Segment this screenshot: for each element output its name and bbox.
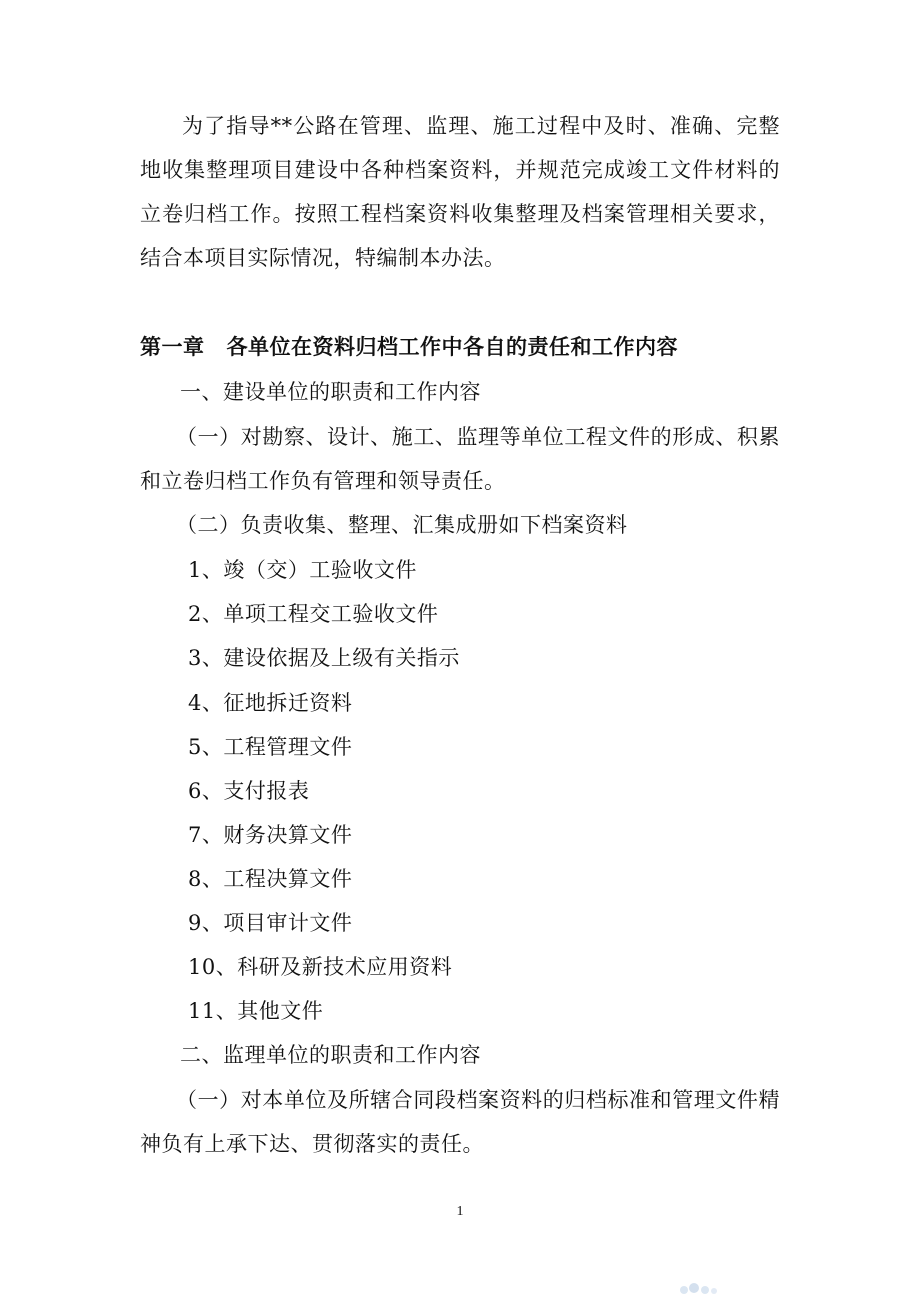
chapter-title: 各单位在资料归档工作中各自的责任和工作内容 bbox=[226, 335, 678, 359]
watermark-icon bbox=[674, 1282, 724, 1296]
list-item: 7、财务决算文件 bbox=[188, 823, 353, 847]
section1-item1: （一）对勘察、设计、施工、监理等单位工程文件的形成、积累和立卷归档工作负有管理和领导责任。 bbox=[140, 425, 780, 493]
list-item: 1、竣（交）工验收文件 bbox=[188, 558, 417, 582]
list-item: 3、建设依据及上级有关指示 bbox=[188, 646, 460, 670]
chapter-number: 第一章 bbox=[140, 335, 205, 359]
section1-item2: （二）负责收集、整理、汇集成册如下档案资料 bbox=[176, 513, 628, 537]
section2-heading: 二、监理单位的职责和工作内容 bbox=[180, 1043, 481, 1067]
chapter-heading bbox=[140, 332, 678, 362]
section2-item1: （一）对本单位及所辖合同段档案资料的归档标准和管理文件精神负有上承下达、贯彻落实的责任。 bbox=[140, 1088, 780, 1156]
list-item: 6、支付报表 bbox=[188, 779, 310, 803]
list-item: 2、单项工程交工验收文件 bbox=[188, 602, 439, 626]
list-item: 9、项目审计文件 bbox=[188, 911, 353, 935]
list-item: 8、工程决算文件 bbox=[188, 867, 353, 891]
list-item: 4、征地拆迁资料 bbox=[188, 691, 353, 715]
page-number: 1 bbox=[456, 1204, 464, 1219]
section1-heading: 一、建设单位的职责和工作内容 bbox=[180, 380, 481, 404]
intro-paragraph: 为了指导**公路在管理、监理、施工过程中及时、准确、完整地收集整理项目建设中各种档案资料，并规范完成竣工文件材料的立卷归档工作。按照工程档案资料收集整理及档案管理相关要求，结合本项目实际情况，特编制本办法。 bbox=[140, 114, 780, 270]
list-item: 10、科研及新技术应用资料 bbox=[188, 955, 453, 979]
list-item: 5、工程管理文件 bbox=[188, 735, 353, 759]
list-item: 11、其他文件 bbox=[188, 999, 324, 1023]
